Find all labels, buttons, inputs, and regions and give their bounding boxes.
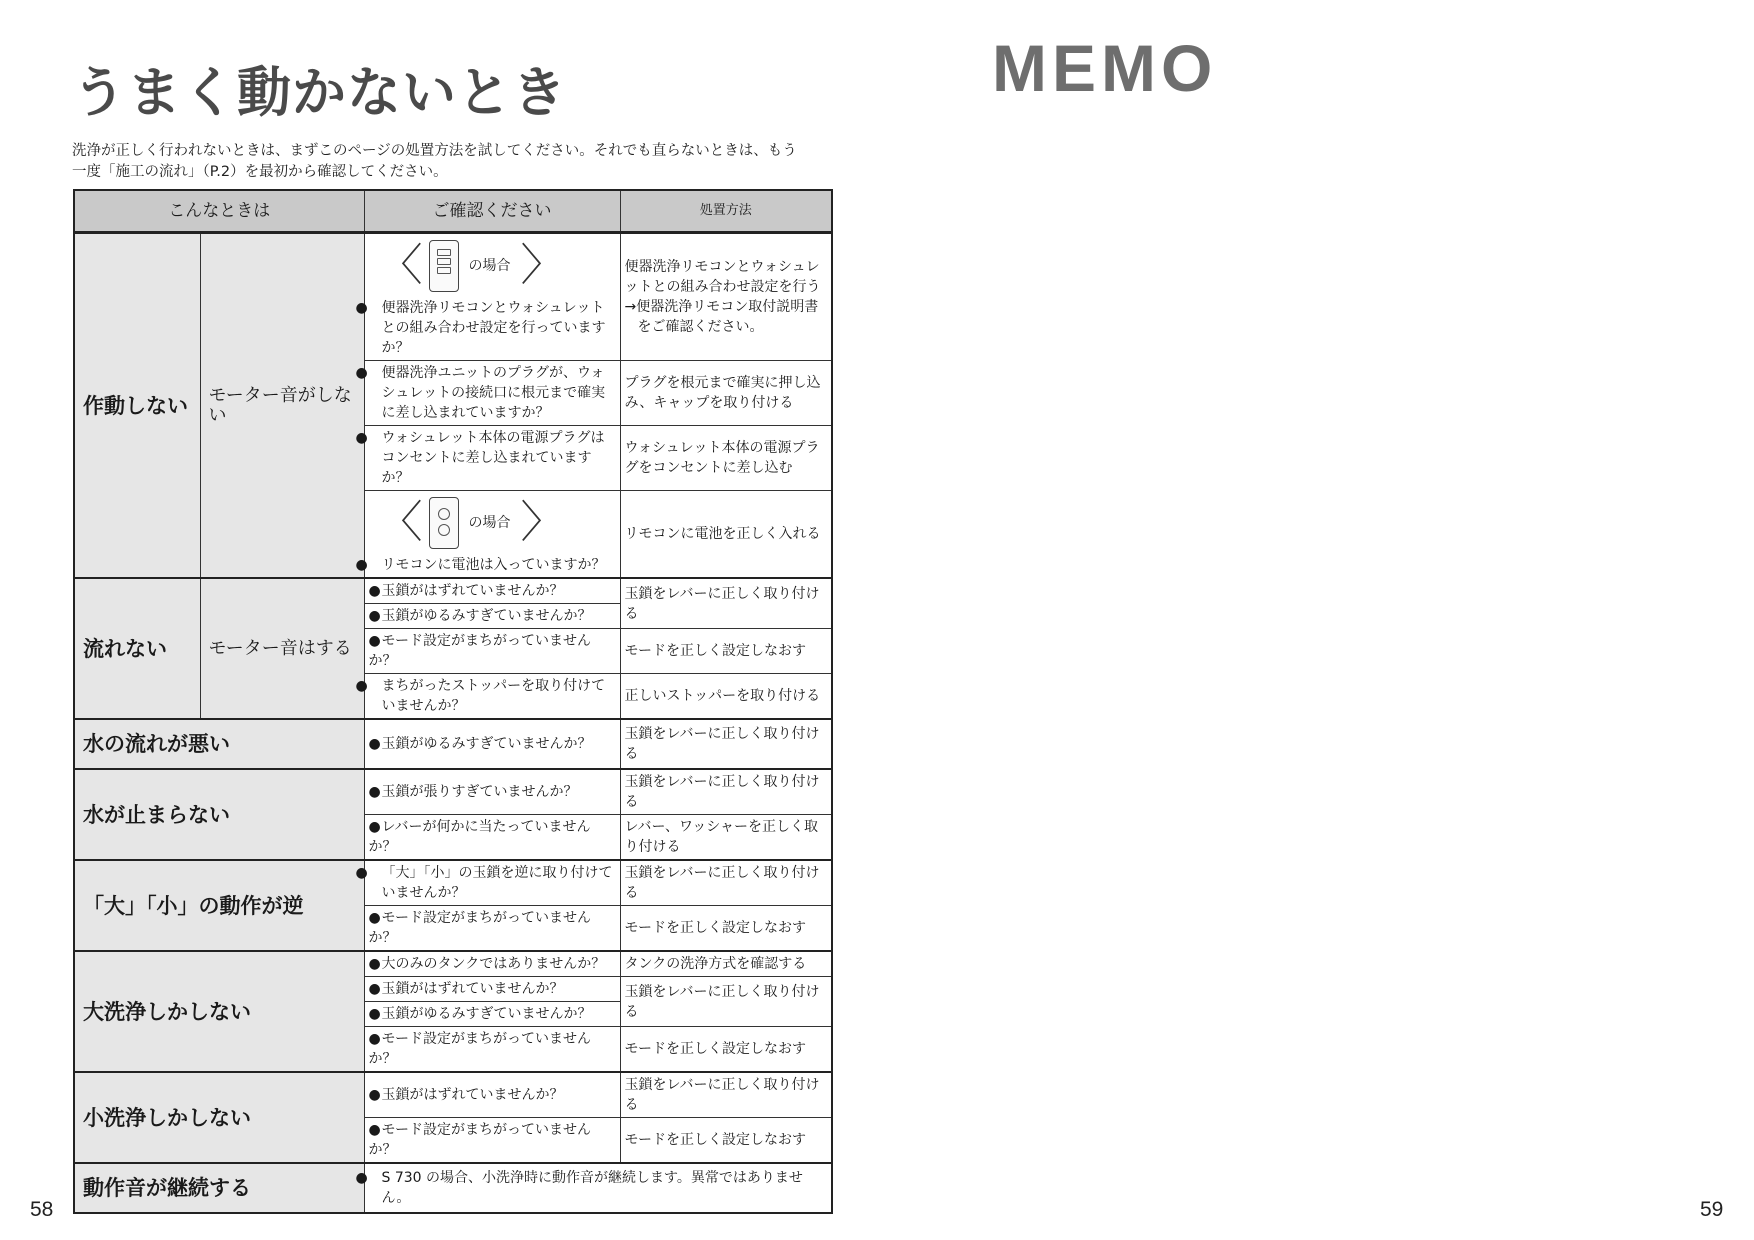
remote-case <box>379 238 616 294</box>
check-cell: ● まちがったストッパーを取り付けていませんか？ <box>364 674 620 720</box>
check-text: 便器洗浄ユニットのプラグが、ウォシュレットの接続口に根元まで確実に差し込まれていますか？ <box>381 365 606 421</box>
page-title: うまく動かないとき <box>72 61 567 124</box>
check-text: モード設定がまちがっていませんか？ <box>368 1122 591 1158</box>
check-cell: ●玉鎖がはずれていませんか？ <box>364 977 620 1002</box>
check-text: 玉鎖がはずれていませんか？ <box>381 583 564 599</box>
check-cell: 〈 の場合 〉 ● 便器洗浄リモコンとウォシュレットとの組み合わせ設定を行っていますか？ <box>364 233 620 361</box>
check-cell: ● 「大」「小」の玉鎖を逆に取り付けていませんか？ <box>364 860 620 906</box>
check-cell: ● S 730 の場合、小洗浄時に動作音が継続します。異常ではありません。 <box>364 1163 832 1213</box>
remedy-cell: ウォシュレット本体の電源プラグをコンセントに差し込む <box>620 426 832 491</box>
intro-text <box>72 141 832 183</box>
remedy-ref-note: をご確認ください。 <box>637 319 764 335</box>
table-row <box>74 1072 832 1118</box>
check-cell: ●玉鎖がゆるみすぎていませんか？ <box>364 1002 620 1027</box>
remedy-cell: レバー、ワッシャーを正しく取り付ける <box>620 815 832 861</box>
header-symptom: こんなときは <box>74 190 364 233</box>
category-cell: 水の流れが悪い <box>74 719 364 769</box>
check-text: 玉鎖が張りすぎていませんか？ <box>381 784 578 800</box>
remedy-cell <box>620 233 832 361</box>
check-text: 「大」「小」の玉鎖を逆に取り付けていませんか？ <box>381 865 613 901</box>
check-text: ウォシュレット本体の電源プラグはコンセントに差し込まれていますか？ <box>381 430 605 486</box>
remedy-cell: 正しいストッパーを取り付ける <box>620 674 832 720</box>
memo-heading: MEMO <box>992 31 1218 105</box>
remedy-cell: モードを正しく設定しなおす <box>620 1027 832 1073</box>
table-row <box>74 951 832 977</box>
check-cell: ●玉鎖がゆるみすぎていませんか？ <box>364 604 620 629</box>
table-row <box>74 233 832 361</box>
bracket-left-icon: 〈 <box>378 497 423 548</box>
check-text: モード設定がまちがっていませんか？ <box>368 1031 591 1067</box>
bracket-left-icon: 〈 <box>378 240 423 291</box>
remedy-cell: 玉鎖をレバーに正しく取り付ける <box>620 719 832 769</box>
category-cell: 「大」「小」の動作が逆 <box>74 860 364 951</box>
category-cell: 動作音が継続する <box>74 1163 364 1213</box>
check-cell: ●モード設定がまちがっていませんか？ <box>364 906 620 952</box>
troubleshooting-table <box>73 189 833 1214</box>
case-label: の場合 <box>468 515 511 531</box>
table-row <box>74 860 832 906</box>
bracket-right-icon: 〉 <box>520 240 565 291</box>
check-cell: ●大のみのタンクではありませんか？ <box>364 951 620 977</box>
table-row <box>74 1163 832 1213</box>
check-text: 玉鎖がはずれていませんか？ <box>381 1087 564 1103</box>
remedy-cell: 玉鎖をレバーに正しく取り付ける <box>620 977 832 1027</box>
check-text: リモコンに電池は入っていますか？ <box>381 557 606 573</box>
check-cell: ●玉鎖がはずれていませんか？ <box>364 578 620 604</box>
category-cell: 作動しない <box>74 233 200 579</box>
remedy-text: 便器洗浄リモコンとウォシュレットとの組み合わせ設定を行う <box>624 259 821 295</box>
check-cell: ● 便器洗浄ユニットのプラグが、ウォシュレットの接続口に根元まで確実に差し込まれていますか？ <box>364 361 620 426</box>
subcategory-cell: モーター音はする <box>200 578 364 719</box>
case-label: の場合 <box>468 258 511 274</box>
check-cell: ● ウォシュレット本体の電源プラグはコンセントに差し込まれていますか？ <box>364 426 620 491</box>
check-text: 玉鎖がゆるみすぎていませんか？ <box>381 736 592 752</box>
check-text: S 730 の場合、小洗浄時に動作音が継続します。異常ではありません。 <box>381 1170 803 1206</box>
check-text: 玉鎖がゆるみすぎていませんか？ <box>381 1006 592 1022</box>
intro-line-2: 一度「施工の流れ」（P.2）を最初から確認してください。 <box>72 164 448 180</box>
check-text: 便器洗浄リモコンとウォシュレットとの組み合わせ設定を行っていますか？ <box>381 300 606 356</box>
remedy-cell: 玉鎖をレバーに正しく取り付ける <box>620 860 832 906</box>
remedy-cell: モードを正しく設定しなおす <box>620 1118 832 1164</box>
check-text: 玉鎖がゆるみすぎていませんか？ <box>381 608 592 624</box>
check-text: モード設定がまちがっていませんか？ <box>368 910 591 946</box>
remedy-cell: 玉鎖をレバーに正しく取り付ける <box>620 578 832 629</box>
round-remote-control-icon <box>429 497 459 549</box>
bracket-right-icon: 〉 <box>520 497 565 548</box>
check-cell: 〈 の場合 〉 ● リモコンに電池は入っていますか？ <box>364 491 620 579</box>
category-cell: 小洗浄しかしない <box>74 1072 364 1163</box>
table-row <box>74 719 832 769</box>
check-cell: ●モード設定がまちがっていませんか？ <box>364 1118 620 1164</box>
check-text: モード設定がまちがっていませんか？ <box>368 633 591 669</box>
category-cell: 大洗浄しかしない <box>74 951 364 1072</box>
header-check: ご確認ください <box>364 190 620 233</box>
table-row <box>74 578 832 604</box>
remedy-cell: モードを正しく設定しなおす <box>620 906 832 952</box>
intro-line-1: 洗浄が正しく行われないときは、まずこのページの処置方法を試してください。それでも直らないときは、もう <box>72 143 797 159</box>
check-text: レバーが何かに当たっていませんか？ <box>368 819 591 855</box>
category-cell: 流れない <box>74 578 200 719</box>
header-remedy: 処置方法 <box>620 190 832 233</box>
check-cell: ●モード設定がまちがっていませんか？ <box>364 1027 620 1073</box>
check-cell: ●玉鎖がゆるみすぎていませんか？ <box>364 719 620 769</box>
subcategory-cell: モーター音がしない <box>200 233 364 579</box>
remedy-cell: 玉鎖をレバーに正しく取り付ける <box>620 1072 832 1118</box>
check-text: 玉鎖がはずれていませんか？ <box>381 981 564 997</box>
remedy-cell: プラグを根元まで確実に押し込み、キャップを取り付ける <box>620 361 832 426</box>
check-cell: ●モード設定がまちがっていませんか？ <box>364 629 620 674</box>
check-cell: ●玉鎖がはずれていませんか？ <box>364 1072 620 1118</box>
check-cell: ●レバーが何かに当たっていませんか？ <box>364 815 620 861</box>
remote-case <box>379 495 616 551</box>
remedy-cell: タンクの洗浄方式を確認する <box>620 951 832 977</box>
remedy-cell: リモコンに電池を正しく入れる <box>620 491 832 579</box>
remedy-cell: モードを正しく設定しなおす <box>620 629 832 674</box>
remedy-cell: 玉鎖をレバーに正しく取り付ける <box>620 769 832 815</box>
check-text: まちがったストッパーを取り付けていませんか？ <box>381 678 606 714</box>
page-number-right: 59 <box>1700 1198 1724 1221</box>
category-cell: 水が止まらない <box>74 769 364 860</box>
table-header-row <box>74 190 832 233</box>
table-row <box>74 769 832 815</box>
check-cell: ●玉鎖が張りすぎていませんか？ <box>364 769 620 815</box>
page-number-left: 58 <box>30 1198 54 1221</box>
remote-control-icon <box>429 240 459 292</box>
check-text: 大のみのタンクではありませんか？ <box>381 956 606 972</box>
remedy-ref: →便器洗浄リモコン取付説明書 <box>624 299 819 315</box>
